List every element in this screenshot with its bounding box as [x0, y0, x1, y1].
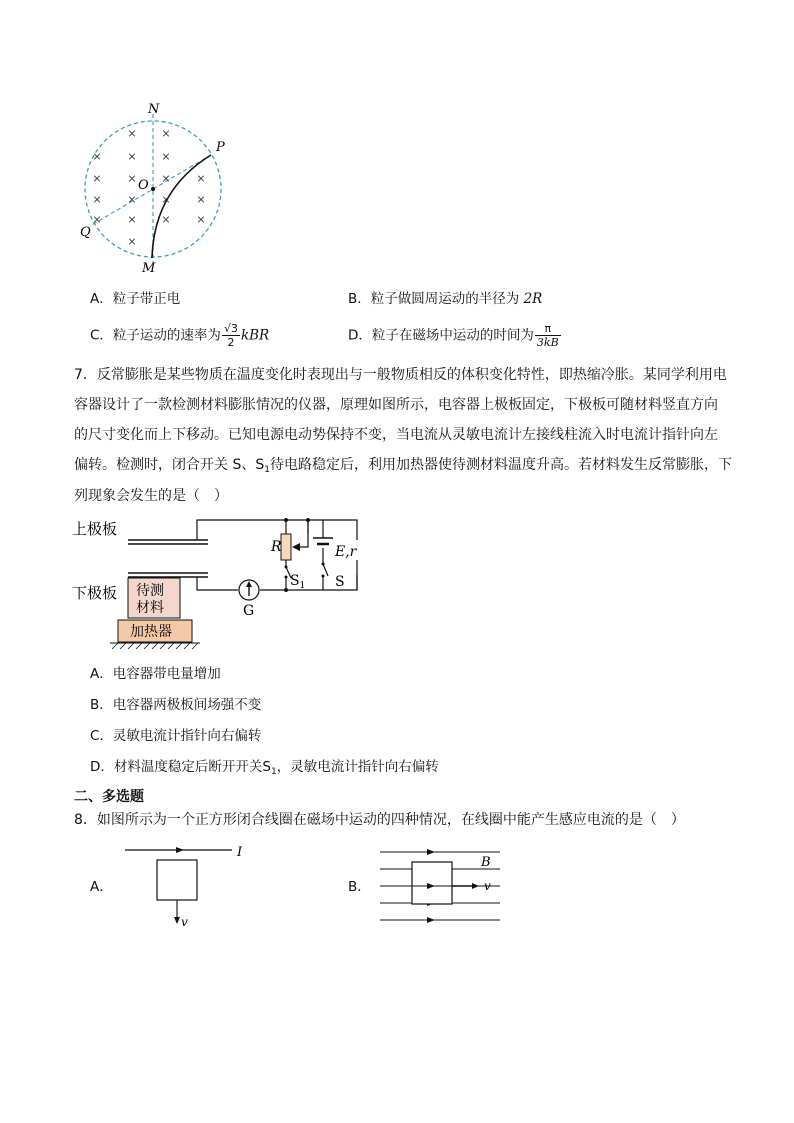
q6-option-b-value: 2R [523, 291, 543, 307]
svg-text:×: × [161, 127, 171, 140]
q6-option-c[interactable] [90, 322, 269, 349]
svg-text:G: G [243, 603, 255, 619]
svg-text:×: × [92, 150, 102, 163]
q8-stem: 8．如图所示为一个正方形闭合线圈在磁场中运动的四种情况，在线圈中能产生感应电流的是（ ） [74, 812, 685, 828]
q8-figure-a [120, 840, 260, 935]
svg-text:×: × [127, 213, 137, 226]
svg-text:×: × [127, 150, 137, 163]
q7-option-b[interactable]: B．电容器两极板间场强不变 [90, 697, 262, 713]
q6-option-a[interactable]: A．粒子带正电 [90, 291, 181, 307]
square-coil [412, 862, 452, 904]
q6-option-d-fraction: $\frac{\pi}{3kB}$ [536, 322, 559, 349]
svg-text:材料: 材料 [136, 600, 164, 616]
svg-text:×: × [127, 172, 137, 185]
q7-stem-line-2: 容器设计了一款检测材料膨胀情况的仪器，原理如图所示，电容器上极板固定，下极板可随材料竖直方向 [74, 397, 718, 413]
label-m: M [142, 261, 156, 276]
label-upper-plate: 上极板 [72, 520, 118, 538]
q7-stem-line-3: 的尺寸变化而上下移动。已知电源电动势保持不变，当电流从灵敏电流计左接线柱流入时电流计指针向左 [74, 427, 718, 443]
svg-text:×: × [161, 213, 171, 226]
svg-text:×: × [92, 172, 102, 185]
label-n: N [148, 102, 160, 117]
q6-option-d-text: D．粒子在磁场中运动的时间为 [348, 327, 534, 344]
q6-figure [70, 100, 250, 280]
svg-text:B: B [481, 855, 491, 870]
q6-option-c-text: C．粒子运动的速率为 [90, 327, 221, 344]
svg-text:S: S [335, 574, 345, 590]
label-p: P [216, 140, 225, 155]
svg-text:×: × [161, 193, 171, 206]
svg-text:R: R [271, 539, 282, 555]
q7-stem-line-1: 7．反常膨胀是某些物质在温度变化时表现出与一般物质相反的体积变化特性，即热缩冷胀。某同学利用电 [74, 367, 727, 383]
q7-option-a[interactable]: A．电容器带电量增加 [90, 666, 221, 682]
q6-option-b-text: B．粒子做圆周运动的半径为 [348, 291, 524, 307]
q7-stem-line-4: 偏转。检测时，闭合开关 S、$S_1$待电路稳定后，利用加热器使待测材料温度升高。若材料发生反常膨胀，下 [74, 457, 732, 475]
svg-text:I: I [237, 845, 243, 860]
label-lower-plate: 下极板 [72, 584, 118, 602]
svg-text:×: × [127, 127, 137, 140]
particle-trajectory [152, 155, 211, 258]
q7-option-d[interactable]: D．材料温度稳定后断开开关$S_1$，灵敏电流计指针向右偏转 [90, 759, 439, 777]
svg-text:v: v [181, 915, 188, 929]
svg-text:×: × [127, 193, 137, 206]
svg-text:加热器: 加热器 [130, 624, 172, 640]
svg-text:×: × [196, 172, 206, 185]
svg-text:×: × [127, 235, 137, 248]
q8-option-b[interactable]: B． [348, 879, 371, 895]
q6-option-d[interactable] [348, 322, 562, 349]
svg-text:×: × [161, 172, 171, 185]
diameter-pq [90, 155, 211, 226]
label-o: O [138, 178, 149, 193]
q7-option-c[interactable]: C．灵敏电流计指针向右偏转 [90, 728, 262, 744]
svg-text:待测: 待测 [136, 583, 164, 599]
q6-option-b[interactable] [348, 289, 542, 309]
svg-text:×: × [92, 193, 102, 206]
q8-figure-b [375, 840, 505, 930]
switch-s [323, 564, 328, 576]
svg-text:×: × [161, 150, 171, 163]
q6-option-c-fraction: $\frac{√3}{2}$ [223, 322, 238, 349]
svg-text:v: v [484, 879, 491, 893]
q6-option-c-tail: kBR [240, 327, 270, 344]
q7-stem-line-5: 列现象会发生的是（ ） [74, 488, 228, 504]
square-coil [157, 860, 197, 900]
svg-text:E,r: E,r [335, 544, 357, 560]
resistor-r [281, 534, 291, 560]
magnetic-field-crosses [92, 127, 205, 248]
section-title-multiple-choice: 二、多选题 [74, 789, 144, 805]
center-dot [151, 187, 155, 191]
q7-circuit-figure [70, 510, 370, 660]
label-q: Q [80, 225, 91, 240]
q8-option-a[interactable]: A． [90, 879, 113, 895]
svg-text:×: × [196, 213, 206, 226]
svg-text:S1: $S_1$ [290, 573, 306, 591]
svg-text:×: × [92, 213, 102, 226]
svg-text:×: × [196, 193, 206, 206]
